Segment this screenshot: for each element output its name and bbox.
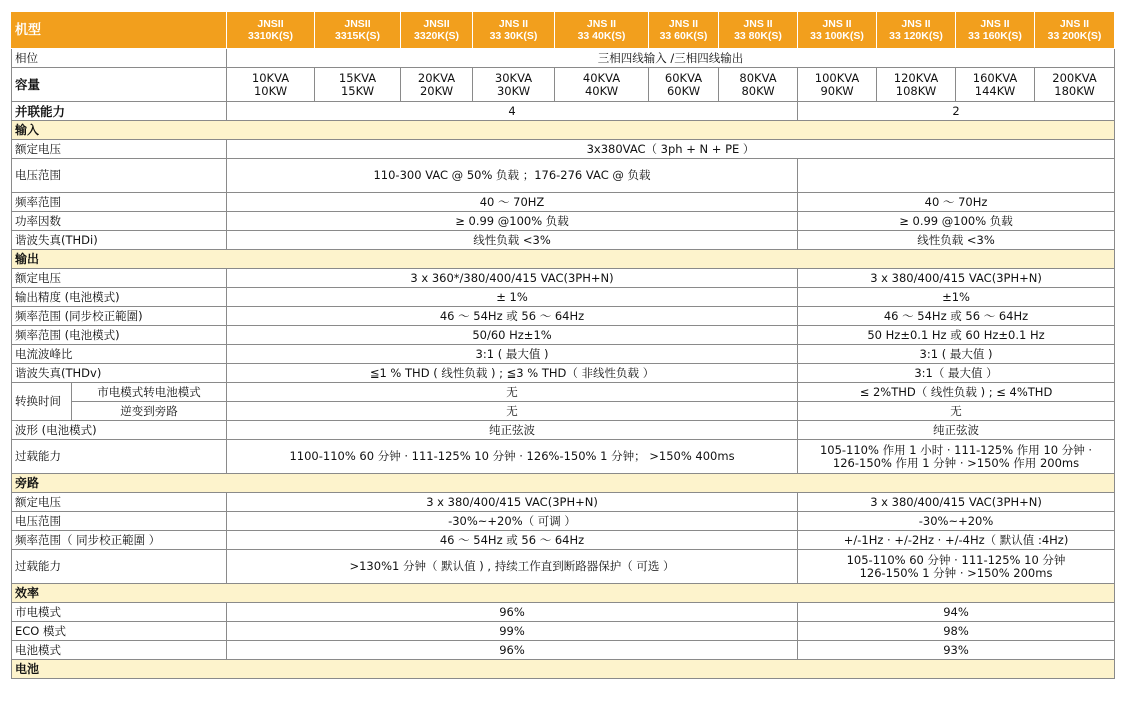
model-name <box>956 12 1035 49</box>
value-a: >130%1 分钟（ 默认值 ) , 持续工作直到断路器保护（ 可选 ） <box>227 550 798 584</box>
capacity-value-line: 20KVA <box>417 70 456 85</box>
model-name <box>401 12 473 49</box>
capacity-value-line: 200KVA <box>1052 70 1097 85</box>
value-a: 50/60 Hz±1% <box>227 326 798 345</box>
value-b-line: 105-110% 60 分钟 · 111-125% 10 分钟 <box>846 552 1066 567</box>
spec-row <box>12 140 1115 159</box>
value-a: 96% <box>227 641 798 660</box>
spec-row <box>12 603 1115 622</box>
model-name-line: JNSII <box>423 18 450 30</box>
spec-row <box>12 531 1115 550</box>
phase-row <box>12 49 1115 68</box>
capacity-value <box>227 68 315 102</box>
model-name <box>719 12 798 49</box>
capacity-value-line: 40KW <box>584 83 619 98</box>
spec-row <box>12 493 1115 512</box>
value-a: 3 x 360*/380/400/415 VAC(3PH+N) <box>227 269 798 288</box>
value-a: 99% <box>227 622 798 641</box>
spec-row <box>12 622 1115 641</box>
capacity-value-line: 120KVA <box>893 70 939 85</box>
row-label: 并联能力 <box>12 102 227 121</box>
value-b: +/-1Hz · +/-2Hz · +/-4Hz（ 默认值 :4Hz) <box>798 531 1115 550</box>
parallel-value-a: 4 <box>227 102 798 121</box>
section-title: 输入 <box>12 121 1115 140</box>
value-b: 93% <box>798 641 1115 660</box>
row-label: 频率范围 (同步校正範圍) <box>12 307 227 326</box>
row-label: 逆变到旁路 <box>72 402 227 421</box>
row-label: 波形 (电池模式) <box>12 421 227 440</box>
capacity-value-line: 15KVA <box>338 70 377 85</box>
value-a: 96% <box>227 603 798 622</box>
section-title: 效率 <box>12 584 1115 603</box>
model-name <box>649 12 719 49</box>
capacity-value-line: 180KW <box>1054 83 1095 98</box>
spec-row <box>12 269 1115 288</box>
section-header <box>12 584 1115 603</box>
value-a: 1100-110% 60 分钟 · 111-125% 10 分钟 · 126%-150% 1 分钟； >150% 400ms <box>227 440 798 474</box>
row-label: 额定电压 <box>12 140 227 159</box>
spec-row <box>12 641 1115 660</box>
transfer-row <box>12 402 1115 421</box>
value-a: 46 ～ 54Hz 或 56 ～ 64Hz <box>227 307 798 326</box>
value-b: 无 <box>798 402 1115 421</box>
capacity-value <box>315 68 401 102</box>
capacity-value-line: 80KW <box>741 83 775 98</box>
capacity-value <box>649 68 719 102</box>
model-name-line: JNS II <box>1059 18 1090 30</box>
row-label: 频率范围（ 同步校正範圍 ） <box>12 531 227 550</box>
capacity-value <box>877 68 956 102</box>
spec-row <box>12 288 1115 307</box>
row-label: 谐波失真(THDv) <box>12 364 227 383</box>
parallel-row <box>12 102 1115 121</box>
value-b-line: 105-110% 作用 1 小时 · 111-125% 作用 10 分钟 · <box>819 442 1093 457</box>
value-b: ≤ 2%THD（ 线性负载 ) ; ≤ 4%THD <box>798 383 1115 402</box>
capacity-value-line: 160KVA <box>972 70 1018 85</box>
row-label: 功率因数 <box>12 212 227 231</box>
spec-row <box>12 550 1115 584</box>
value-b <box>798 550 1115 584</box>
value-a: 无 <box>227 402 798 421</box>
value-b: 46 ～ 54Hz 或 56 ～ 64Hz <box>798 307 1115 326</box>
value-a: -30%~+20%（ 可调 ） <box>227 512 798 531</box>
row-label: 过载能力 <box>12 440 227 474</box>
capacity-value <box>401 68 473 102</box>
model-name-line: 3315K(S) <box>335 30 380 42</box>
value-a: 3 x 380/400/415 VAC(3PH+N) <box>227 493 798 512</box>
row-label: 额定电压 <box>12 269 227 288</box>
spec-row <box>12 364 1115 383</box>
capacity-value-line: 144KW <box>974 83 1016 98</box>
section-header <box>12 250 1115 269</box>
row-label: 电压范围 <box>12 159 227 193</box>
model-name <box>473 12 555 49</box>
section-title: 旁路 <box>12 474 1115 493</box>
capacity-value <box>719 68 798 102</box>
capacity-value <box>956 68 1035 102</box>
model-name-line: JNS II <box>498 18 529 30</box>
row-label: ECO 模式 <box>12 622 227 641</box>
value-b: ≥ 0.99 @100% 负载 <box>798 212 1115 231</box>
parallel-value-b: 2 <box>798 102 1115 121</box>
capacity-value-line: 60KW <box>666 83 701 98</box>
header-row <box>12 12 1115 49</box>
value-b: 3 x 380/400/415 VAC(3PH+N) <box>798 493 1115 512</box>
capacity-value-line: 15KW <box>340 83 375 98</box>
model-name-line: 3310K(S) <box>248 30 293 42</box>
capacity-value-line: 108KW <box>895 83 937 98</box>
model-name-line: JNS II <box>668 18 699 30</box>
capacity-value <box>555 68 649 102</box>
spec-row <box>12 193 1115 212</box>
value-a: ≦1 % THD ( 线性负载 ) ; ≦3 % THD（ 非线性负载 ） <box>227 364 798 383</box>
value-b: 线性负载 <3% <box>798 231 1115 250</box>
model-name <box>555 12 649 49</box>
value-b-line: 126-150% 1 分钟 · >150% 200ms <box>859 565 1053 580</box>
row-label: 额定电压 <box>12 493 227 512</box>
row-label: 电池模式 <box>12 641 227 660</box>
value-b-line: 126-150% 作用 1 分钟 · >150% 作用 200ms <box>832 455 1080 470</box>
value-b: 40 ～ 70Hz <box>798 193 1115 212</box>
value-a: 纯正弦波 <box>227 421 798 440</box>
capacity-value <box>1035 68 1115 102</box>
model-name-line: 33 160K(S) <box>968 30 1022 42</box>
spec-row <box>12 307 1115 326</box>
capacity-value-line: 60KVA <box>664 70 703 85</box>
transfer-row <box>12 383 1115 402</box>
spec-row <box>12 212 1115 231</box>
model-name-line: JNSII <box>344 18 371 30</box>
phase-value: 三相四线输入 /三相四线输出 <box>227 49 1115 68</box>
value-a: 110-300 VAC @ 50% 负载 ；176-276 VAC @ 负载 <box>227 159 798 193</box>
model-name-line: JNS II <box>586 18 617 30</box>
model-name <box>1035 12 1115 49</box>
capacity-row <box>12 68 1115 102</box>
value-a: 40 ～ 70HZ <box>227 193 798 212</box>
value-a: 3:1 ( 最大值 ) <box>227 345 798 364</box>
value-b <box>798 159 1115 193</box>
capacity-value-line: 20KW <box>419 83 454 98</box>
row-label: 容量 <box>12 68 227 102</box>
transfer-label: 转换时间 <box>12 383 72 421</box>
model-name-line: 33 60K(S) <box>659 30 708 42</box>
capacity-value-line: 30KVA <box>494 70 533 85</box>
value-span: 3x380VAC（ 3ph + N + PE ） <box>227 140 1115 159</box>
value-b: 3:1（ 最大值 ） <box>798 364 1115 383</box>
value-b: 纯正弦波 <box>798 421 1115 440</box>
capacity-value-line: 30KW <box>496 83 531 98</box>
model-name-line: 33 200K(S) <box>1047 30 1102 42</box>
value-a: 线性负载 <3% <box>227 231 798 250</box>
model-name-line: JNSII <box>257 18 284 30</box>
spec-row <box>12 231 1115 250</box>
row-label: 过载能力 <box>12 550 227 584</box>
model-name-line: JNS II <box>822 18 852 30</box>
value-a: ≥ 0.99 @100% 负载 <box>227 212 798 231</box>
row-label: 频率范围 (电池模式) <box>12 326 227 345</box>
model-name-line: 3320K(S) <box>414 30 459 42</box>
row-label: 输出精度 (电池模式) <box>12 288 227 307</box>
spec-row <box>12 159 1115 193</box>
model-name <box>798 12 877 49</box>
capacity-value-line: 10KVA <box>251 70 290 85</box>
model-name-line: 33 120K(S) <box>889 30 943 42</box>
model-name-line: JNS II <box>743 18 773 30</box>
row-label: 谐波失真(THDi) <box>12 231 227 250</box>
value-a: ± 1% <box>227 288 798 307</box>
capacity-value-line: 40KVA <box>582 70 621 85</box>
section-header <box>12 474 1115 493</box>
row-label: 相位 <box>12 49 227 68</box>
spec-row <box>12 512 1115 531</box>
model-name-line: JNS II <box>901 18 931 30</box>
spec-row <box>12 440 1115 474</box>
spec-table <box>11 11 1115 679</box>
capacity-value-line: 100KVA <box>814 70 860 85</box>
model-label: 机型 <box>12 12 227 49</box>
section-header <box>12 121 1115 140</box>
model-name-line: 33 30K(S) <box>489 30 538 42</box>
model-name <box>877 12 956 49</box>
model-name-line: JNS II <box>980 18 1010 30</box>
capacity-value <box>473 68 555 102</box>
model-name <box>315 12 401 49</box>
capacity-value <box>798 68 877 102</box>
row-label: 频率范围 <box>12 193 227 212</box>
row-label: 电流波峰比 <box>12 345 227 364</box>
capacity-value-line: 80KVA <box>739 70 777 85</box>
capacity-value-line: 90KW <box>820 83 854 98</box>
value-b: 50 Hz±0.1 Hz 或 60 Hz±0.1 Hz <box>798 326 1115 345</box>
row-label: 市电模式转电池模式 <box>72 383 227 402</box>
section-header <box>12 660 1115 679</box>
spec-row <box>12 421 1115 440</box>
value-a: 无 <box>227 383 798 402</box>
value-b: 3 x 380/400/415 VAC(3PH+N) <box>798 269 1115 288</box>
model-name-line: 33 40K(S) <box>577 30 626 42</box>
value-b: 94% <box>798 603 1115 622</box>
section-title: 输出 <box>12 250 1115 269</box>
spec-row <box>12 326 1115 345</box>
model-name-line: 33 80K(S) <box>734 30 782 42</box>
value-b: 98% <box>798 622 1115 641</box>
model-name-line: 33 100K(S) <box>810 30 864 42</box>
value-b: -30%~+20% <box>798 512 1115 531</box>
model-name <box>227 12 315 49</box>
value-b: ±1% <box>798 288 1115 307</box>
value-b: 3:1 ( 最大值 ) <box>798 345 1115 364</box>
capacity-value-line: 10KW <box>253 83 288 98</box>
value-a: 46 ～ 54Hz 或 56 ～ 64Hz <box>227 531 798 550</box>
row-label: 市电模式 <box>12 603 227 622</box>
row-label: 电压范围 <box>12 512 227 531</box>
value-b <box>798 440 1115 474</box>
spec-row <box>12 345 1115 364</box>
section-title: 电池 <box>12 660 1115 679</box>
